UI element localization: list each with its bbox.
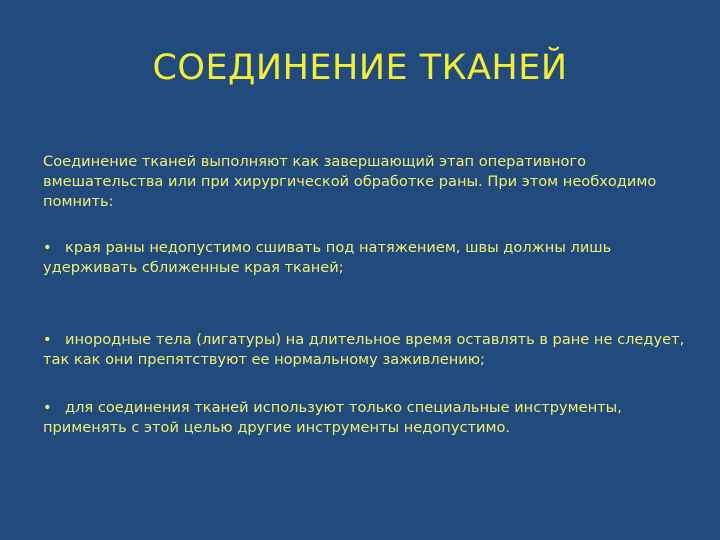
bullet-text: для соединения тканей используют только специальные инструменты, применять с этой целью другие инструменты недопустимо. (43, 399, 622, 436)
bullet-item-2 (43, 330, 693, 370)
slide-title: СОЕДИНЕНИЕ ТКАНЕЙ (152, 48, 568, 88)
bullet-marker: • (43, 399, 52, 416)
bullet-marker: • (43, 239, 52, 256)
intro-paragraph: Соединение тканей выполняют как завершающий этап оперативного вмешательства или при хирургической обработке раны. При этом необходимо помнить: (43, 153, 657, 210)
bullet-item-3 (43, 398, 693, 438)
bullet-text: инородные тела (лигатуры) на длительное время оставлять в ране не следует, так как они препятствуют ее нормальному заживлению; (43, 331, 685, 368)
bullet-item-1 (43, 238, 693, 278)
bullet-marker: • (43, 331, 52, 348)
bullet-text: края раны недопустимо сшивать под натяжением, швы должны лишь удерживать сближенные края тканей; (43, 239, 612, 276)
